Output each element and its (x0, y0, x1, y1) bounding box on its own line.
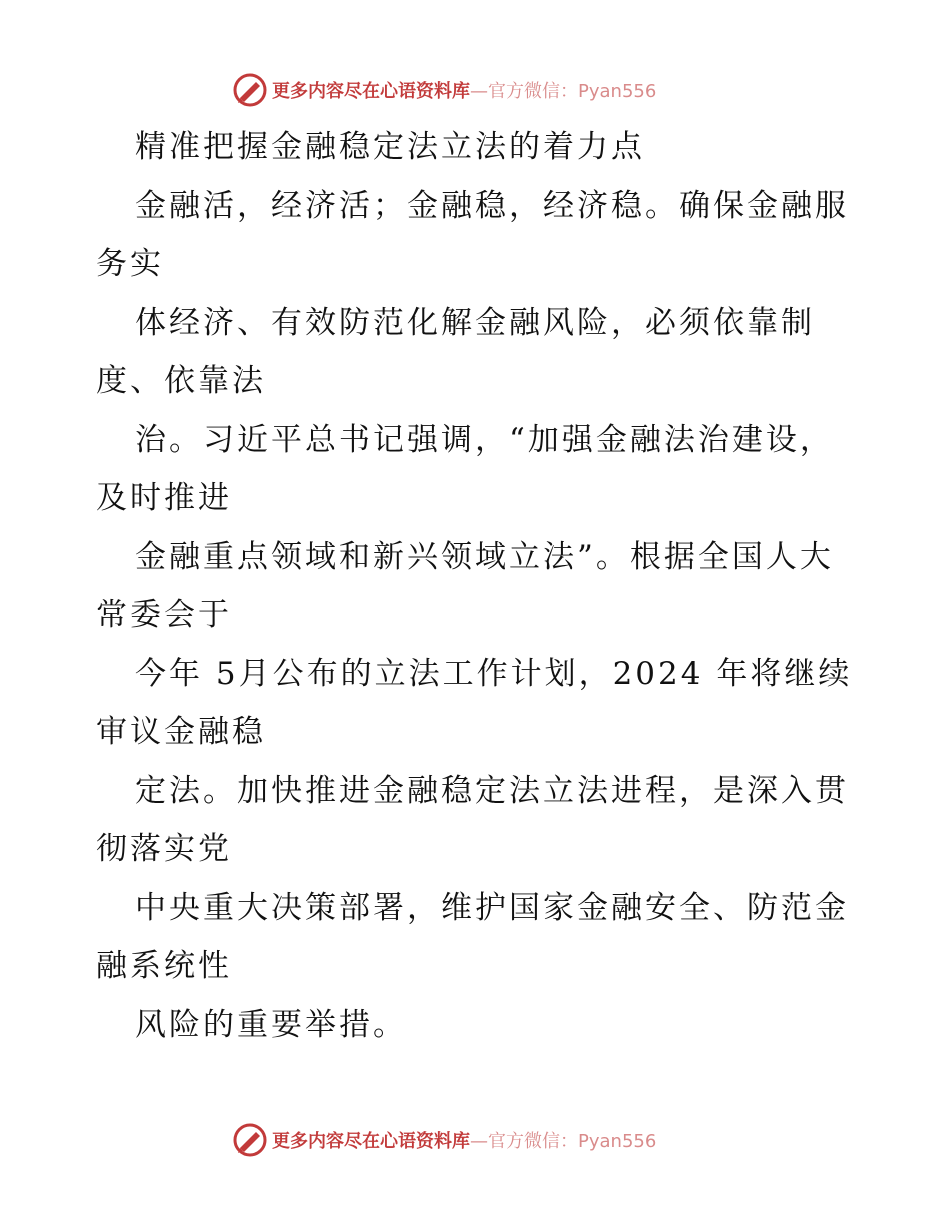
paragraph-line: 风险的重要举措。 (135, 1007, 407, 1043)
pen-logo-icon (232, 72, 268, 108)
paragraph-line: 彻落实党 (96, 831, 232, 867)
paragraph-line: 融系统性 (96, 948, 232, 984)
watermark-tail: —官方微信：Pyan556 (470, 1131, 657, 1152)
watermark-lead: 更多内容尽在心语资料库 (272, 1131, 470, 1152)
watermark-tail: —官方微信：Pyan556 (470, 81, 657, 102)
paragraph-line: 度、依靠法 (96, 363, 266, 399)
paragraph-line: 体经济、有效防范化解金融风险，必须依靠制 (135, 305, 815, 341)
pen-logo-icon (232, 1122, 268, 1158)
footer-watermark (232, 1120, 656, 1160)
paragraph-line: 治。习近平总书记强调，“加强金融法治建设， (135, 422, 834, 458)
header-watermark (232, 70, 656, 110)
doc-title: 精准把握金融稳定法立法的着力点 (135, 129, 645, 165)
paragraph-line: 务实 (96, 246, 164, 282)
watermark-text (272, 77, 656, 103)
paragraph-line: 金融活，经济活；金融稳，经济稳。确保金融服 (135, 188, 849, 224)
paragraph-line: 中央重大决策部署，维护国家金融安全、防范金 (135, 890, 849, 926)
paragraph-line: 金融重点领域和新兴领域立法”。根据全国人大 (135, 539, 834, 575)
paragraph-line: 今年 5月公布的立法工作计划，2024 年将继续 (135, 656, 853, 692)
paragraph-line: 及时推进 (96, 480, 232, 516)
paragraph-line: 审议金融稳 (96, 714, 266, 750)
watermark-text (272, 1127, 656, 1153)
watermark-lead: 更多内容尽在心语资料库 (272, 81, 470, 102)
paragraph-line: 定法。加快推进金融稳定法立法进程，是深入贯 (135, 773, 849, 809)
paragraph-line: 常委会于 (96, 597, 232, 633)
